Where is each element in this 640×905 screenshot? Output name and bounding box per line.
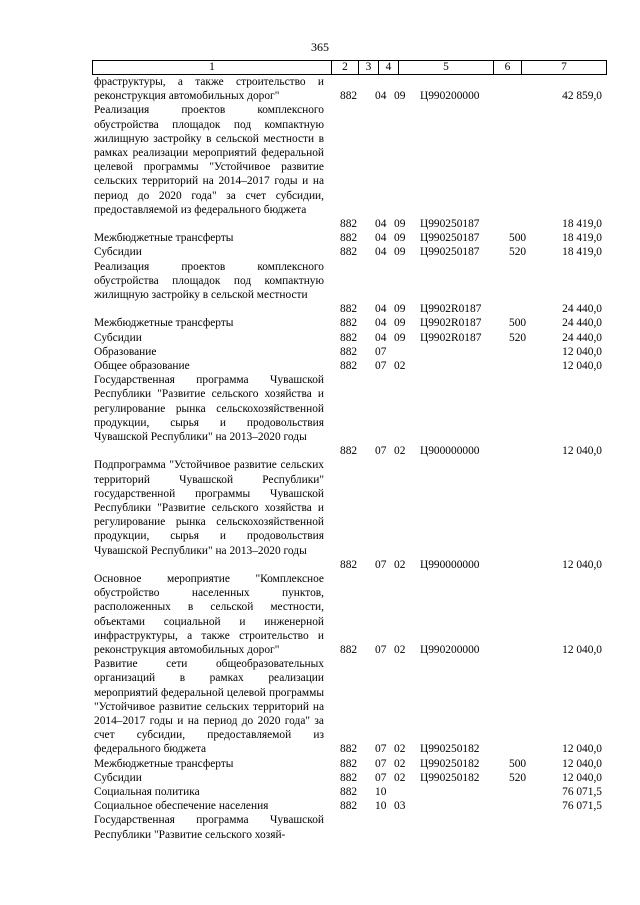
table-row xyxy=(0,657,640,756)
row-prz: 02 xyxy=(394,743,406,756)
row-csr: Ц990250182 xyxy=(420,757,480,770)
row-rz: 04 xyxy=(375,217,387,230)
row-rz: 07 xyxy=(375,359,387,372)
row-adm: 882 xyxy=(340,445,358,458)
row-prz: 09 xyxy=(394,246,406,259)
row-csr: Ц990250187 xyxy=(420,246,480,259)
row-sum: 12 040,0 xyxy=(562,643,602,656)
row-sum: 12 040,0 xyxy=(562,359,602,372)
row-sum: 12 040,0 xyxy=(562,743,602,756)
row-adm: 882 xyxy=(340,558,358,571)
row-prz: 02 xyxy=(394,643,406,656)
row-prz: 02 xyxy=(394,771,406,784)
header-col-5: 5 xyxy=(398,61,493,74)
row-prz: 02 xyxy=(394,558,406,571)
row-name: Межбюджетные трансферты xyxy=(94,757,234,770)
row-prz: 09 xyxy=(394,303,406,316)
row-sum: 12 040,0 xyxy=(562,345,602,358)
row-adm: 882 xyxy=(340,246,358,259)
row-csr: Ц990250187 xyxy=(420,217,480,230)
row-rz: 04 xyxy=(375,246,387,259)
row-sum: 12 040,0 xyxy=(562,771,602,784)
row-vr: 520 xyxy=(509,246,527,259)
row-vr: 500 xyxy=(509,232,527,245)
row-name: Образование xyxy=(94,345,157,358)
row-csr: Ц9902R0187 xyxy=(420,331,482,344)
row-name: Государственная программа Чувашской Республики "Развитие сельского хозяйства и регулирование рынка сельскохозяйственной продукции, сырья и продовольствия Чувашской Республики" на 2013–2020 годы xyxy=(94,374,324,443)
row-sum: 76 071,5 xyxy=(562,785,602,798)
row-csr: Ц9902R0187 xyxy=(420,303,482,316)
row-adm: 882 xyxy=(340,317,358,330)
row-name: Реализация проектов комплексного обустройства площадок под компактную жилищную застройку в сельской местности в рамках реализации мероприятий федеральной целевой программы "Устойчивое развитие сельских территорий на 2014–2017 годы и на период до 2020 года" за счет субсидии, предоставляемой из федерального бюджета xyxy=(94,104,324,216)
table-row xyxy=(0,572,640,657)
table-header xyxy=(92,60,607,75)
row-rz: 07 xyxy=(375,558,387,571)
row-adm: 882 xyxy=(340,359,358,372)
row-adm: 882 xyxy=(340,232,358,245)
header-col-4: 4 xyxy=(378,61,398,74)
header-col-6: 6 xyxy=(493,61,521,74)
row-adm: 882 xyxy=(340,771,358,784)
row-rz: 07 xyxy=(375,643,387,656)
row-rz: 04 xyxy=(375,90,387,103)
row-adm: 882 xyxy=(340,217,358,230)
row-prz: 09 xyxy=(394,331,406,344)
row-sum: 12 040,0 xyxy=(562,757,602,770)
row-adm: 882 xyxy=(340,757,358,770)
row-sum: 12 040,0 xyxy=(562,558,602,571)
table-row xyxy=(0,771,640,785)
row-prz: 02 xyxy=(394,757,406,770)
row-name: Межбюджетные трансферты xyxy=(94,232,234,245)
row-adm: 882 xyxy=(340,303,358,316)
row-rz: 04 xyxy=(375,303,387,316)
row-name: Межбюджетные трансферты xyxy=(94,317,234,330)
table-row xyxy=(0,799,640,813)
table-row xyxy=(0,359,640,373)
row-sum: 42 859,0 xyxy=(562,90,602,103)
table-row xyxy=(0,373,640,458)
table-row xyxy=(0,331,640,345)
row-sum: 24 440,0 xyxy=(562,317,602,330)
header-col-1: 1 xyxy=(209,61,215,73)
header-col-3: 3 xyxy=(358,61,378,74)
header-col-7: 7 xyxy=(521,61,606,74)
table-row xyxy=(0,245,640,259)
row-adm: 882 xyxy=(340,90,358,103)
row-name: Развитие сети общеобразовательных организаций в рамках реализации мероприятий федеральной целевой программы "Устойчивое развитие сельских территорий на 2014–2017 годы и на период до 2020 года" за счет субсидии, предоставляемой из федерального бюджета xyxy=(94,658,324,756)
row-sum: 24 440,0 xyxy=(562,303,602,316)
row-rz: 07 xyxy=(375,743,387,756)
row-name: Субсидии xyxy=(94,246,142,259)
row-vr: 500 xyxy=(509,757,527,770)
row-adm: 882 xyxy=(340,331,358,344)
table-row xyxy=(0,757,640,771)
row-rz: 07 xyxy=(375,345,387,358)
row-csr: Ц990200000 xyxy=(420,90,480,103)
row-name: Основное мероприятие "Комплексное обустройство населенных пунктов, расположенных в сельской местности, объектами социальной и инженерной инфраструктуры, а также строительство и реконструкция автомобильных дорог" xyxy=(94,573,324,657)
row-rz: 04 xyxy=(375,331,387,344)
table-row xyxy=(0,75,640,103)
row-name: Социальная политика xyxy=(94,786,200,798)
row-name: фраструктуры, а также строительство и реконструкция автомобильных дорог" xyxy=(94,76,324,103)
row-csr: Ц9902R0187 xyxy=(420,317,482,330)
table-row xyxy=(0,813,640,841)
row-csr: Ц990200000 xyxy=(420,643,480,656)
row-prz: 03 xyxy=(394,800,406,813)
row-csr: Ц990000000 xyxy=(420,558,480,571)
row-sum: 18 419,0 xyxy=(562,217,602,230)
row-csr: Ц900000000 xyxy=(420,445,480,458)
row-name: Реализация проектов комплексного обустройства площадок под компактную жилищную застройку в сельской местности xyxy=(94,260,324,301)
page-number: 365 xyxy=(311,40,329,54)
table-row xyxy=(0,785,640,799)
row-name: Социальное обеспечение населения xyxy=(94,800,269,813)
row-vr: 500 xyxy=(509,317,527,330)
table-row xyxy=(0,260,640,317)
row-name: Государственная программа Чувашской Республики "Развитие сельского хозяй- xyxy=(94,814,324,841)
table-row xyxy=(0,458,640,572)
row-name: Подпрограмма "Устойчивое развитие сельских территорий Чувашской Республики" государственной программы Чувашской Республики "Развитие сельского хозяйства и регулирование рынка сельскохозяйственной продукции, сырья и продовольствия Чувашской Республики" на 2013–2020 годы xyxy=(94,459,324,557)
row-vr: 520 xyxy=(509,331,527,344)
row-prz: 02 xyxy=(394,445,406,458)
row-adm: 882 xyxy=(340,345,358,358)
row-prz: 09 xyxy=(394,232,406,245)
row-sum: 18 419,0 xyxy=(562,246,602,259)
row-rz: 10 xyxy=(375,785,387,798)
table-row xyxy=(0,231,640,245)
row-adm: 882 xyxy=(340,743,358,756)
table-row xyxy=(0,316,640,330)
row-rz: 04 xyxy=(375,317,387,330)
row-sum: 24 440,0 xyxy=(562,331,602,344)
row-rz: 07 xyxy=(375,757,387,770)
row-csr: Ц990250182 xyxy=(420,771,480,784)
row-rz: 04 xyxy=(375,232,387,245)
row-vr: 520 xyxy=(509,771,527,784)
table-row xyxy=(0,103,640,231)
row-rz: 10 xyxy=(375,800,387,813)
row-sum: 12 040,0 xyxy=(562,445,602,458)
row-csr: Ц990250187 xyxy=(420,232,480,245)
row-prz: 02 xyxy=(394,359,406,372)
row-name: Субсидии xyxy=(94,331,142,344)
row-name: Общее образование xyxy=(94,360,190,372)
row-sum: 18 419,0 xyxy=(562,232,602,245)
row-adm: 882 xyxy=(340,785,358,798)
row-name: Субсидии xyxy=(94,771,142,784)
row-prz: 09 xyxy=(394,317,406,330)
row-prz: 09 xyxy=(394,217,406,230)
row-rz: 07 xyxy=(375,771,387,784)
row-sum: 76 071,5 xyxy=(562,800,602,813)
row-prz: 09 xyxy=(394,90,406,103)
table-row xyxy=(0,345,640,359)
row-csr: Ц990250182 xyxy=(420,743,480,756)
row-adm: 882 xyxy=(340,800,358,813)
row-rz: 07 xyxy=(375,445,387,458)
row-adm: 882 xyxy=(340,643,358,656)
header-col-2: 2 xyxy=(331,61,358,74)
